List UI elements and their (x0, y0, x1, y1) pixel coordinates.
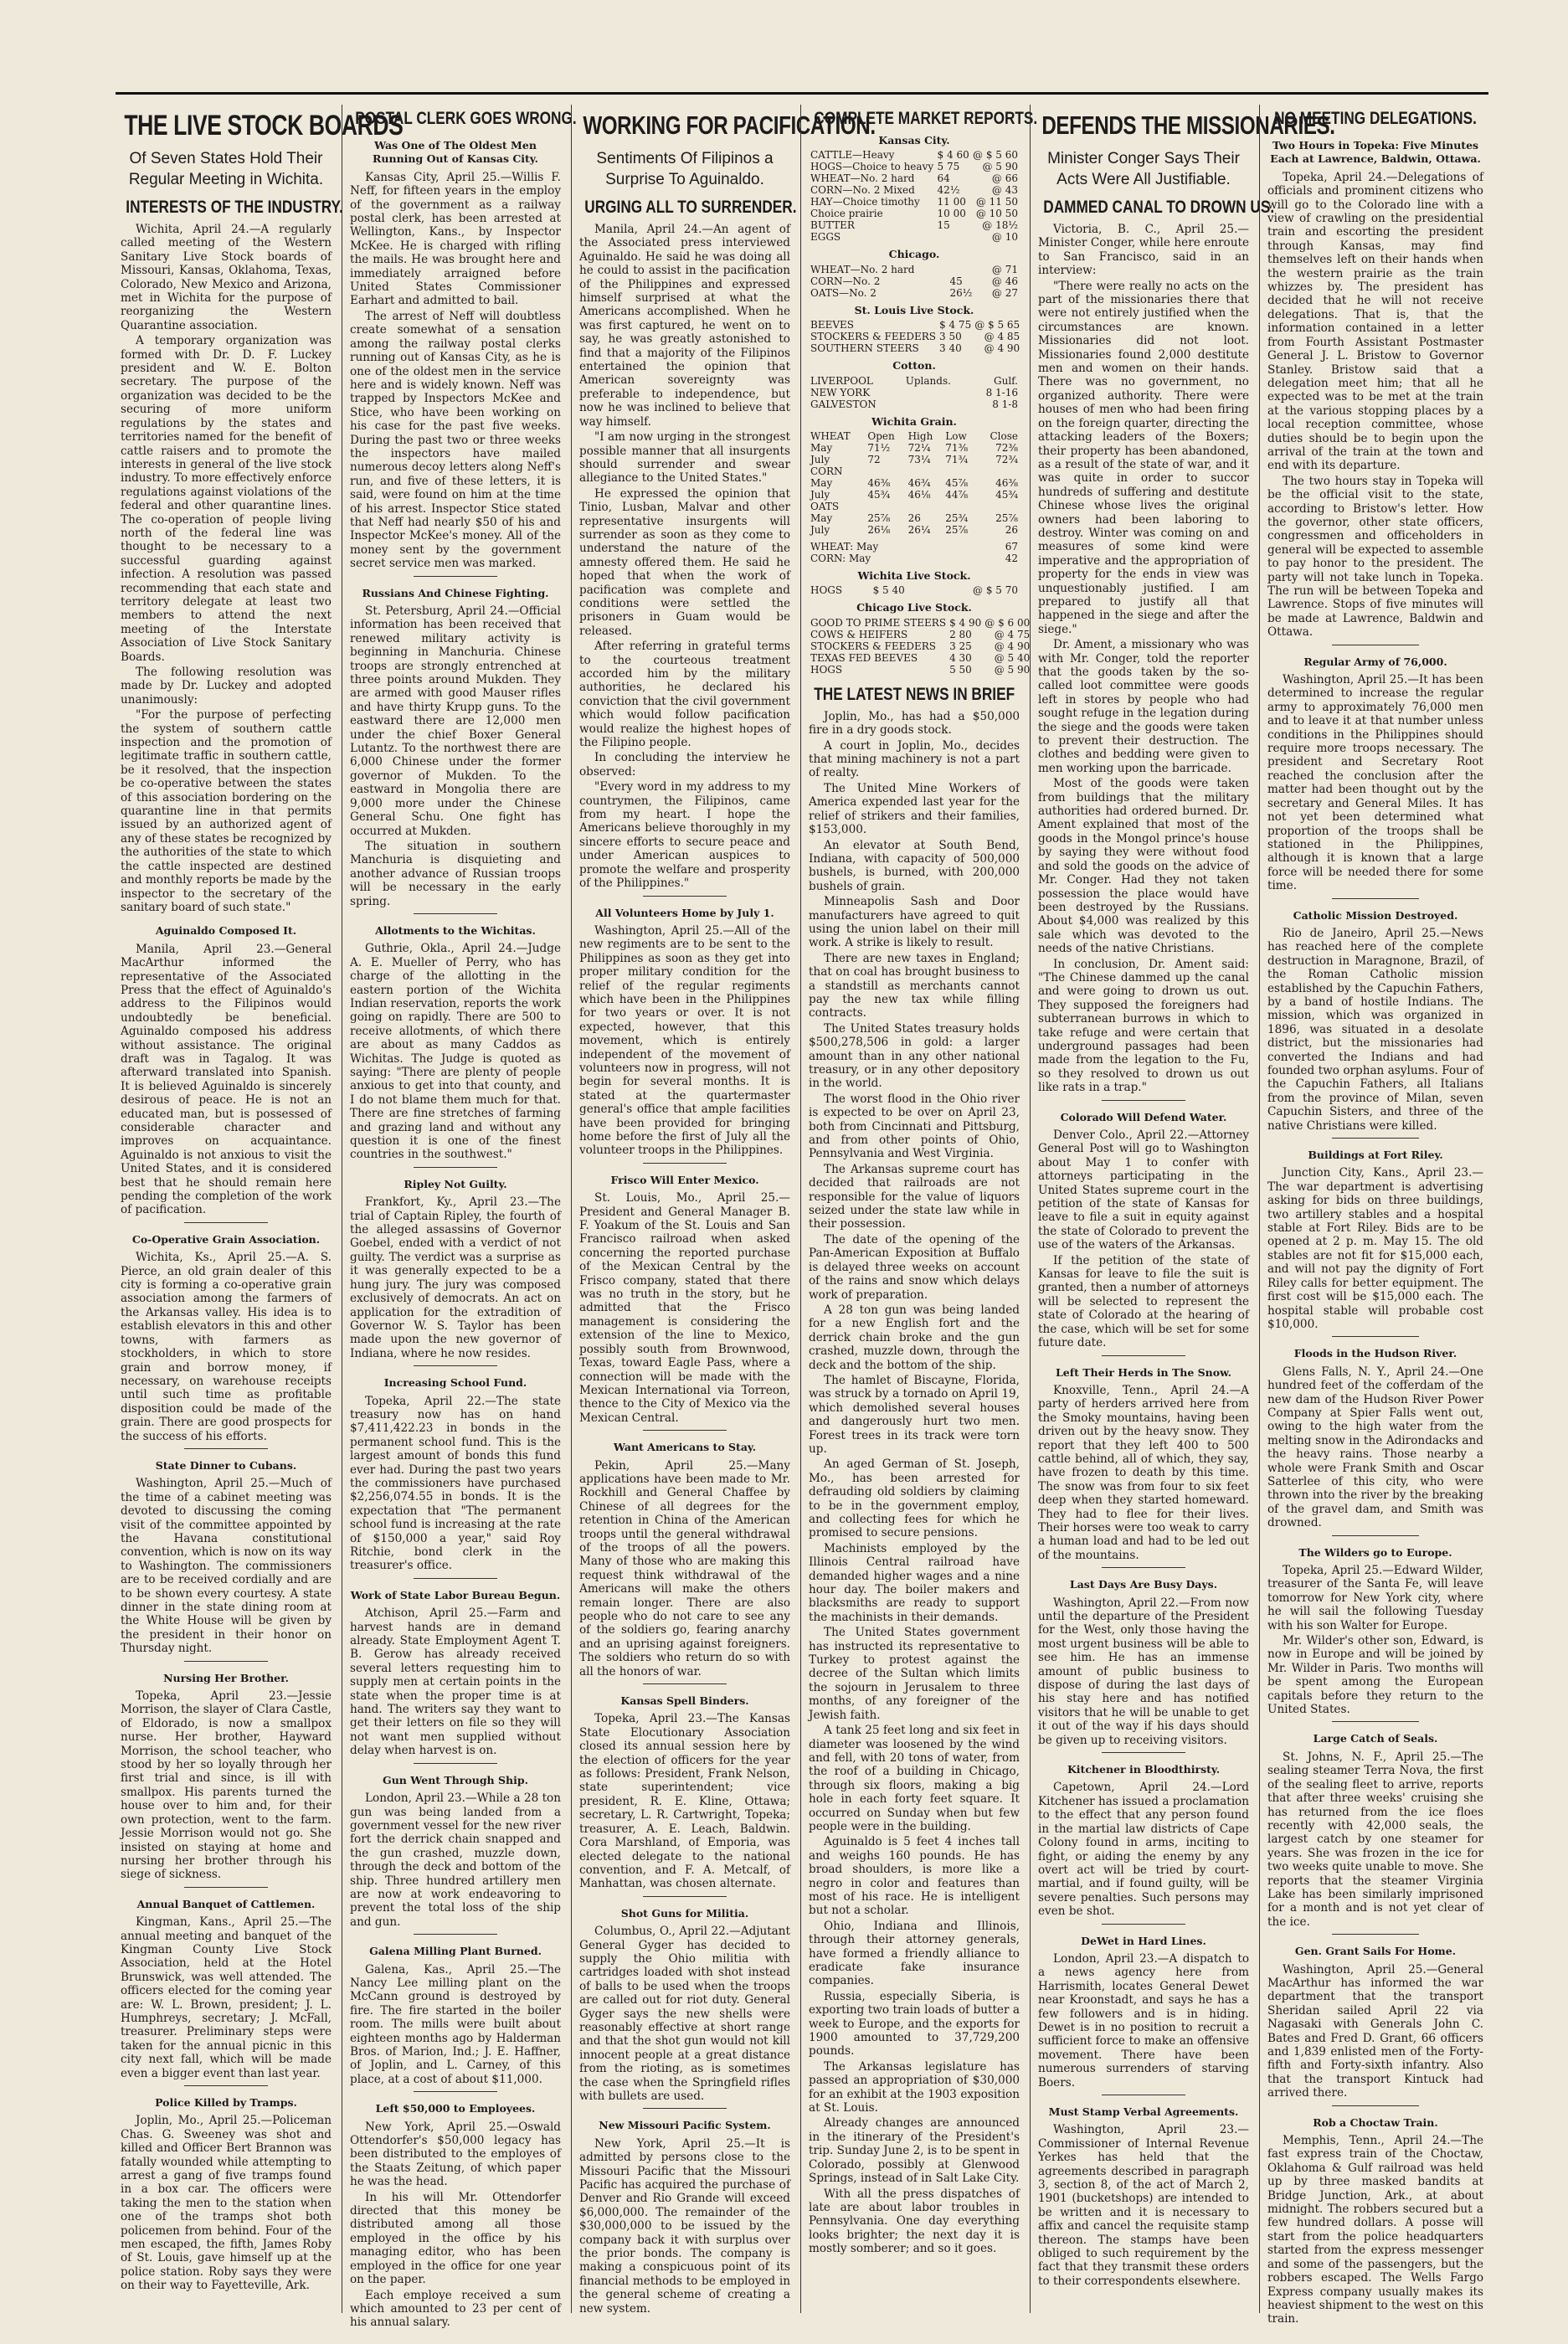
article-subhead: Nursing Her Brother. (163, 1671, 289, 1684)
column-markets (809, 105, 1038, 2313)
deck-livestock: Of Seven States Hold Their Regular Meeting in Wichita. (128, 150, 324, 188)
market-title: Kansas City. (878, 134, 950, 146)
table-row: CORN (810, 465, 843, 478)
article-subhead: Work of State Labor Bureau Begun. (350, 1588, 561, 1601)
table-row: HOGS 5 50 @ 5 90 (810, 663, 1031, 676)
article-paragraph: He expressed the opinion that Tinio, Lusban, Malvar and other representative insurgents will surrender as soon as they come to understand the nature of the amnesty offered them. He said he hoped that when the work of pacification was complete and conditions were settled the prisoners in Guam would be released. (579, 486, 790, 638)
article-paragraph: In concluding the interview he observed: (579, 751, 790, 779)
table-row: July 26⅛ 26¼ 25⅞ 26 (810, 524, 1018, 537)
article-paragraph: Kansas City, April 25.—Willis F. Neff, for fifteen years in the employ of the government as a railway postal clerk, has been arrested at Wellington, Kans., by Inspector McKee. He is charged with rifling the mails. He was brought here and immediately arraigned before United States Commissioner Earhart and admitted to bail. (350, 170, 561, 308)
column-postal (350, 105, 577, 2330)
article-paragraph: An elevator at South Bend, Indiana, with capacity of 500,000 bushels, is burned, with 200,000 bushels of grain. (809, 838, 1020, 893)
article-paragraph: Columbus, O., April 22.—Adjutant General Gyger has decided to supply the Ohio militia with cartridges loaded with shot instead of balls to be used when the troops are called out for riot duty. General Gyger says the new shells were reasonably effective at short range and that the shot gun would not kill innocent people at a great distance from the rioting, as is sometimes the case when the Springfield rifles with bullets are used. (579, 1925, 790, 2103)
table-row: May 25⅞ 26 25¾ 25⅞ (810, 512, 1018, 525)
deck-missionaries: Minister Conger Says Their Acts Were All Justifiable. (1047, 150, 1240, 188)
article-paragraph: "For the purpose of perfecting the system of southern cattle inspection and the promotion of legitimate traffic in southern cattle, be it resolved, that the inspection be co-operative between the states of this association bordering on the quarantine line in that permits issued by an authorized agent of any of these states be recognized by the authorities of the state to which the cattle inspected are destined and monthly reports be made by the inspector to the secretary of the sanitary board of such state." (121, 708, 332, 914)
column-livestock (121, 105, 404, 2313)
article-subhead: Allotments to the Wichitas. (375, 923, 536, 937)
article-paragraph: Already changes are announced in the itinerary of the President's trip. Sunday June 2, is to be spent in Colorado, possibly at Glenwood Springs, instead of in Salt Lake City. (809, 2116, 1020, 2186)
headline-missionaries: DEFENDS THE MISSIONARIES. (1041, 111, 1335, 140)
headline-pacification: WORKING FOR PACIFICATION. (583, 111, 876, 140)
article-paragraph: Washington, April 22.—From now until the departure of the President for the West, only those having the most urgent business will be able to see him. He has an immense amount of public business to dispose of during the last days of his stay here and has notified visitors that he will be unable to get it out of the way if his days should be given up to receiving visitors. (1038, 1596, 1249, 1747)
market-table-chicago-livestock (809, 617, 1031, 676)
market-title: Wichita Grain. (871, 414, 957, 428)
article-paragraph: The worst flood in the Ohio river is expected to be over on April 23, both from Cincinnati and Pittsburg, and from other points of Ohio, Pennsylvania and West Virginia. (809, 1092, 1020, 1161)
divider (414, 1934, 498, 1935)
article-paragraph: Washington, April 23.—Commissioner of Internal Revenue Yerkes has held that the agreements described in paragraph 3, section 8, of the act of March 2, 1901 (bucketshops) are intended to be written and it is necessary to affix and cancel the requisite stamp thereon. The stamps have been obliged to such requirement by the fact that they transmit these orders to their correspondents elsewhere. (1038, 2123, 1249, 2288)
article-paragraph: Minneapolis Sash and Door manufacturers have agreed to quit using the union label on their mill work. A strike is likely to result. (809, 895, 1020, 950)
newspaper-page (116, 92, 1488, 2330)
table-row: STOCKERS & FEEDERS 3 50 @ 4 85 (810, 331, 1020, 343)
article-subhead: Last Days Are Busy Days. (1069, 1578, 1218, 1591)
article-paragraph: Russia, especially Siberia, is exporting two train loads of butter a week to Europe, and the exports for 1900 amounted to 37,729,200 pounds. (809, 1989, 1020, 2059)
article-subhead: Floods in the Hudson River. (1293, 1347, 1457, 1360)
market-table-wichita-livestock (809, 584, 1020, 596)
divider (643, 1683, 727, 1684)
article-paragraph: The arrest of Neff will doubtless create somewhat of a sensation among the railway postal clerks running out of Kansas City, as he is one of the oldest men in the service here and is widely known. Neff was trapped by Inspectors McKee and Stice, who have been working on his case for the past five weeks. During the past two or three weeks the inspectors have mailed numerous decoy letters along Neff's run, and five of these letters, it is said, were found on him at the time of his arrest. Inspector Stice stated that Neff had nearly $50 of his and Inspector McKee's money. All of the money sent by the government secret service men was marked. (350, 309, 561, 571)
divider (184, 1448, 269, 1449)
article-subhead: Large Catch of Seals. (1313, 1732, 1438, 1745)
divider (1332, 1934, 1418, 1935)
divider (1332, 2105, 1418, 2106)
table-row: May 46⅜ 46¾ 45⅞ 46⅜ (810, 477, 1018, 490)
article-subhead: Co-Operative Grain Association. (131, 1232, 321, 1246)
article-subhead: Was One of The Oldest Men Running Out of Kansas City. (373, 139, 538, 166)
article-paragraph: There are new taxes in England; that on coal has brought business to a standstill as merchants cannot pay the new tax while filling contracts. (809, 951, 1020, 1020)
article-paragraph: Junction City, Kans., April 23.—The war department is advertising asking for bids on three buildings, two artillery stables and a hospital stable at Fort Riley. Bids are to be opened at 2 p. m. May 15. The old stables are not fit for $15,000 each, and will not pay the dignity of Fort Riley calls for better equipment. The first cost will be $15,000 each. The hospital stable will probable cost $10,000. (1267, 1166, 1483, 1331)
article-paragraph: Machinists employed by the Illinois Central railroad have demanded higher wages and a nine hour day. The boiler makers and blacksmiths are ready to support the machinists in their demands. (809, 1541, 1020, 1624)
article-subhead: Annual Banquet of Cattlemen. (136, 1897, 316, 1910)
table-row: HAY—Choice timothy 11 00 @ 11 50 (810, 196, 1018, 208)
article-paragraph: Wichita, April 24.—A regularly called meeting of the Western Sanitary Live Stock boards of Missouri, Kansas, Oklahoma, Texas, Colorado, New Mexico and Arizona, met in Wichita for the purpose of reorganizing the Western Quarantine association. (121, 223, 332, 332)
table-row: CORN—No. 2 Mixed 42½ @ 43 (810, 184, 1018, 197)
article-paragraph: A court in Joplin, Mo., decides that mining machinery is not a part of realty. (809, 738, 1020, 780)
article-subhead: Catholic Mission Destroyed. (1293, 908, 1458, 922)
table-row: CORN: May 42 (810, 553, 1018, 565)
subdeck-missionaries: DAMMED CANAL TO DROWN US. (1043, 198, 1275, 217)
divider (643, 1896, 727, 1897)
table-row: July 45¾ 46⅛ 44⅞ 45¾ (810, 489, 1018, 501)
divider (1332, 1535, 1418, 1536)
divider (414, 576, 498, 577)
article-subhead: Russians And Chinese Fighting. (362, 586, 549, 599)
headline-livestock: THE LIVE STOCK BOARDS (124, 110, 404, 141)
table-row: HOGS $ 5 40 @ $ 5 70 (810, 584, 1018, 597)
article-paragraph: With all the press dispatches of late are about labor troubles in Pennsylvania. One day everything looks brighter; the next day it is mostly somberer; and so it goes. (809, 2187, 1020, 2256)
divider (643, 1163, 727, 1164)
article-paragraph: The Arkansas legislature has passed an appropriation of $30,000 for an exhibit at the 1903 exposition at St. Louis. (809, 2059, 1020, 2115)
divider (414, 1167, 498, 1168)
column-delegations (1267, 105, 1483, 2326)
article-subhead: Buildings at Fort Riley. (1308, 1149, 1443, 1162)
table-row: May 71½ 72¼ 71⅜ 72⅜ (810, 442, 1018, 455)
divider (184, 1222, 269, 1223)
table-row: WHEAT Open High Low Close (810, 430, 1018, 443)
article-paragraph: After referring in grateful terms to the courteous treatment accorded him by the military authorities, he declared his conviction that the civil government which would follow pacification would realize the highest hopes of the Filipino people. (579, 640, 790, 750)
market-table-chicago (809, 264, 1020, 299)
article-paragraph: New York, April 25.—Oswald Ottendorfer's $50,000 legacy has been distributed to the employes of the Staats Zeitung, of which paper he was the head. (350, 2120, 561, 2189)
article-paragraph: Washington, April 25.—All of the new regiments are to be sent to the Philippines as soon as they get into proper military condition for the relief of the regular regiments which have been in the Philippines for two years or over. It is not expected, however, that this movement, which is entirely independent of the movement of volunteers now in progress, will not begin for several months. It is stated at the quartermaster general's office that ample facilities have been provided for bringing home before the first of July all the volunteer troops in the Philippines. (579, 923, 790, 1158)
article-paragraph: Topeka, April 25.—Edward Wilder, treasurer of the Santa Fe, will leave tomorrow for New York city, where he will sail the following Tuesday with his son Walter for Europe. (1267, 1564, 1483, 1632)
article-paragraph: Victoria, B. C., April 25.—Minister Conger, while here enroute to San Francisco, said in an interview: (1038, 223, 1249, 278)
divider (643, 2108, 727, 2109)
divider (1102, 1100, 1186, 1101)
article-subhead: DeWet in Hard Lines. (1081, 1934, 1206, 1947)
article-subhead: Rob a Choctaw Train. (1313, 2115, 1438, 2129)
table-row: BUTTER 15 @ 18½ (810, 219, 1018, 232)
divider (414, 2091, 498, 2092)
market-title: Wichita Live Stock. (857, 569, 971, 583)
article-paragraph: The Arkansas supreme court has decided that railroads are not responsible for the value of liquors seized under the state law while in their possession. (809, 1162, 1020, 1231)
market-table-grain (809, 430, 1020, 536)
table-row: WHEAT: May 67 (810, 541, 1018, 553)
deck-pacification: Sentiments Of Filipinos a Surprise To Aguinaldo. (596, 150, 774, 188)
article-paragraph: St. Louis, Mo., April 25.—President and General Manager B. F. Yoakum of the St. Louis and San Francisco railroad when asked concerning the reported purchase of the Mexican Central by the Frisco company, stated that there was no truth in the story, but he admitted that the Frisco management is considering the extension of the line to Mexico, possibly south from Brownwood, Texas, toward Eagle Pass, where a connection will be made with the Mexican International via Torreon, thence to the City of Mexico via the Mexican Central. (579, 1191, 790, 1425)
article-paragraph: Topeka, April 23.—Jessie Morrison, the slayer of Clara Castle, of Eldorado, is now a smallpox nurse. Her brother, Hayward Morrison, the school teacher, who stood by her so loyally through her first trial and since, is ill with smallpox. His parents turned the house over to him and, for their own protection, went to the farm. Jessie Morrison would not go. She insisted on staying at home and nursing her brother through his siege of sickness. (121, 1689, 332, 1882)
article-subhead: Regular Army of 76,000. (1303, 655, 1447, 668)
article-subhead: Colorado Will Defend Water. (1060, 1110, 1227, 1123)
table-row: WHEAT—No. 2 hard 64 @ 66 (810, 172, 1018, 185)
article-paragraph: Galena, Kas., April 25.—The Nancy Lee milling plant on the McCann ground is destroyed by fire. The fire started in the boiler room. The mills were built about eighteen months ago by Halderman Bros. of Marion, Ind.; J. E. Haffner, of Joplin, and L. Carney, of this place, at a cost of about $11,000. (350, 1962, 561, 2086)
article-subhead: Want Americans to Stay. (613, 1441, 757, 1454)
article-paragraph: Pekin, April 25.—Many applications have been made to Mr. Rockhill and General Chaffee by Chinese of all degrees for the retention in China of the American troops until the general withdrawal of the troops of all the powers. Many of those who are making this request think withdrawal of the Americans will make the others remain longer. There are also people who do not care to see any of the soldiers go, fearing anarchy and an uprising against foreigners. The soldiers who return do so with all the honors of war. (579, 1458, 790, 1678)
article-subhead: Kansas Spell Binders. (620, 1694, 749, 1708)
article-paragraph: Guthrie, Okla., April 24.—Judge A. E. Mueller of Perry, who has charge of the allotting in the eastern portion of the Wichita Indian reservation, reports the work going on rapidly. There are 500 to receive allotments, of which there are about as many Caddos as Wichitas. The Judge is quoted as saying: "There are plenty of people anxious to get into that county, and I do not blame them much for that. There are fine stretches of farming and grazing land and without any question it is one of the finest countries in the southwest." (350, 942, 561, 1162)
divider (1332, 898, 1418, 899)
headline-postal: POSTAL CLERK GOES WRONG. (355, 109, 577, 128)
market-table-cotton (809, 375, 1020, 410)
article-paragraph: Washington, April 25.—General MacArthur has informed the war department that the transport Sheridan sailed April 22 via Nagasaki with Generals John C. Bates and Fred D. Grant, 66 officers and 1,839 enlisted men of the Forty-fifth and Forty-sixth infantry. Also that the transport Kintuck had arrived there. (1267, 1962, 1483, 2100)
article-paragraph: The situation in southern Manchuria is disquieting and another advance of Russian troops will be necessary in the early spring. (350, 839, 561, 908)
article-subhead: Increasing School Fund. (383, 1376, 527, 1390)
article-paragraph: A tank 25 feet long and six feet in diameter was loosened by the wind and fell, with 20 tons of water, from the roof of a building in Chicago, through six floors, making a big hole in each forty feet square. It occurred on Sunday when but few people were in the building. (809, 1724, 1020, 1833)
article-subhead: Kitchener in Bloodthirsty. (1067, 1763, 1221, 1776)
divider (414, 1763, 498, 1764)
article-subhead: Frisco Will Enter Mexico. (610, 1173, 759, 1186)
article-paragraph: The date of the opening of the Pan-American Exposition at Buffalo is delayed three weeks on account of the rains and snow which delays work of preparation. (809, 1232, 1020, 1302)
article-paragraph: Joplin, Mo., has had a $50,000 fire in a dry goods stock. (809, 709, 1020, 738)
table-row: WHEAT—No. 2 hard @ 71 (810, 263, 1018, 275)
market-table-wichita (809, 541, 1020, 564)
article-subhead: Galena Milling Plant Burned. (369, 1945, 542, 1958)
divider (1102, 1752, 1186, 1753)
article-paragraph: Ohio, Indiana and Illinois, through their attorney generals, have formed a friendly alliance to eradicate fake insurance companies. (809, 1919, 1020, 1988)
article-paragraph: The following resolution was made by Dr. Luckey and adopted unanimously: (121, 666, 332, 707)
article-subhead: New Missouri Pacific System. (599, 2119, 771, 2132)
divider (1332, 1336, 1418, 1337)
article-paragraph: Wichita, Ks., April 25.—A. S. Pierce, an old grain dealer of this city is forming a co-operative grain association among the farmers of the Arkansas valley. His idea is to establish elevators in this and other towns, with farmers as stockholders, in which to store grain and borrow money, if necessary, on warehouse receipts until such time as profitable disposition could be made of the grain. There are good prospects for the success of his efforts. (121, 1251, 332, 1443)
article-paragraph: Most of the goods were taken from buildings that the military authorities had ordered burned. Dr. Ament explained that most of the goods in the Mongol prince's house by saying they were without food and sold the goods on the advice of Mr. Conger. Had they not taken possession the place would have been destroyed by the Russians. About $4,000 was realized by this sale which was devoted to the needs of the native Christians. (1038, 777, 1249, 956)
article-paragraph: The United States treasury holds $500,278,506 in gold: a larger amount than in any other national treasury, or in any other depository in the world. (809, 1021, 1020, 1091)
headline-latest-news: THE LATEST NEWS IN BRIEF (814, 684, 1015, 704)
article-paragraph: Glens Falls, N. Y., April 24.—One hundred feet of the cofferdam of the new dam of the Hudson River Power Company at Spier Falls went out, owing to the high water from the melting snow in the Adirondacks and the heavy rains. Those nearby a whole were Frank Smith and Oscar Satterlee of this city, who were thrown into the river by the breaking of the gravel dam, and Smith was drowned. (1267, 1365, 1483, 1530)
article-paragraph: "I am now urging in the strongest possible manner that all insurgents should surrender and swear allegiance to the United States." (579, 430, 790, 486)
table-row: NEW YORK 8 1-16 (810, 386, 1018, 398)
article-paragraph: An aged German of St. Joseph, Mo., has been arrested for defrauding old soldiers by claiming to be in the government employ, and collecting fees for which he promised to secure pensions. (809, 1457, 1020, 1540)
article-paragraph: St. Petersburg, April 24.—Official information has been received that renewed military activity is beginning in Manchuria. Chinese troops are strongly entrenched at three points around Mukden. They are armed with good Mauser rifles and have thirty Krupp guns. To the eastward there are 12,000 men under the chief Boxer General Lutantz. To the northwest there are 6,000 Chinese under the former governor of Mukden. To the eastward in Mongolia there are 9,000 more under the Chinese General Schu. One fight has occurred at Mukden. (350, 604, 561, 838)
article-subhead: Aguinaldo Composed It. (155, 924, 297, 938)
article-paragraph: London, April 23.—While a 28 ton gun was being landed from a government vessel for the new river fort the derrick chain snapped and the gun crashed, muzzle down, through the deck and bottom of the ship. Three hundred artillery men are now at work endeavoring to prevent the total loss of the ship and gun. (350, 1791, 561, 1929)
table-row: Choice prairie 10 00 @ 10 50 (810, 208, 1018, 220)
market-title: Chicago. (888, 248, 940, 261)
table-row: TEXAS FED BEEVES 4 30 @ 5 40 (810, 651, 1031, 664)
article-paragraph: In conclusion, Dr. Ament said: "The Chinese dammed up the canal and were going to drown us out. They supposed the foreigners had subterranean burrows in which to take refuge and were certain that underground passages had been made from the legation to the Fu, so they resolved to drown us out like rats in a trap." (1038, 957, 1249, 1095)
table-row: LIVERPOOL Uplands. Gulf. (810, 374, 1018, 387)
article-paragraph: Frankfort, Ky., April 23.—The trial of Captain Ripley, the fourth of the alleged assassins of Governor Goebel, ended with a verdict of not guilty. The verdict was a surprise as it was generally expected to be a hung jury. The jury was composed exclusively of democrats. An act on application for the extradition of Governor W. S. Taylor has been made upon the new governor of Indiana, where he now resides. (350, 1195, 561, 1360)
divider (414, 1578, 498, 1579)
article-paragraph: A temporary organization was formed with Dr. D. F. Luckey president and W. E. Bolton secretary. The purpose of the organization was decided to be the securing of more uniform regulations by the states and territories named for the benefit of cattle raisers and to promote the interests in general of the live stock industry. To more effectively enforce regulations against violations of the federal and other quarantine lines. The co-operation of people living north of the federal line was thought to be necessary to a successful guarding against infection. A resolution was passed recommending that each state and territory delegate at least two members to attend the next meeting of the Interstate Association of Live Stock Sanitary Boards. (121, 334, 332, 664)
table-row: OATS (810, 501, 840, 513)
divider (1102, 1924, 1186, 1925)
article-paragraph: Knoxville, Tenn., April 24.—A party of herders arrived here from the Smoky mountains, having been driven out by the heavy snow. They report that they left 400 to 500 cattle behind, all of which, they say, have frozen to death by this time. The snow was from four to six feet deep when they started homeward. They had to flee for their lives. Their horses were too weak to carry a human load and had to be led out of the mountains. (1038, 1383, 1249, 1562)
article-paragraph: Kingman, Kans., April 25.—The annual meeting and banquet of the Kingman County Live Stock Association, held at the Hotel Brunswick, was well attended. The officers elected for the coming year are: W. L. Brown, president; J. L. Humphreys, secretary; J. McFall, treasurer. Preliminary steps were taken for the annual picnic in this city next fall, which will be made even a bigger event than last year. (121, 1915, 332, 2080)
article-paragraph: New York, April 25.—It is admitted by persons close to the Missouri Pacific that the Missouri Pacific has acquired the purchase of Denver and Rio Grande will exceed $6,000,000. The remainder of the $30,000,000 to be issued by the company back it with surplus over the prior bonds. The company is making a conspicuous point of its financial methods to be employed in the general scheme of creating a new system. (579, 2136, 790, 2316)
subdeck-livestock: INTERESTS OF THE INDUSTRY. (126, 198, 343, 217)
divider (414, 913, 498, 914)
market-table-kansas-city (809, 149, 1020, 243)
article-paragraph: Atchison, April 25.—Farm and harvest hands are in demand already. State Employment Agent T. B. Gerow has already received several letters requesting him to supply men at certain points in the state when the proper time is at hand. The writers say they want to get their letters on file so they will not want men supplied without delay when harvest is on. (350, 1606, 561, 1758)
column-rule (1030, 105, 1031, 2313)
article-paragraph: If the petition of the state of Kansas for leave to file the suit is granted, then a number of attorneys will be selected to represent the state of Colorado at the hearing of the case, which will be set for some future date. (1038, 1253, 1249, 1350)
article-subhead: Gun Went Through Ship. (383, 1773, 528, 1786)
divider (184, 1887, 269, 1888)
divider (643, 896, 727, 897)
article-paragraph: A 28 ton gun was being landed for a new English fort and the derrick chain broke and the gun crashed, muzzle down, through the deck and the bottom of the ship. (809, 1303, 1020, 1372)
table-row: July 72 73¼ 71¾ 72¾ (810, 454, 1018, 466)
divider (184, 1661, 269, 1662)
divider (1102, 1567, 1186, 1568)
article-paragraph: Capetown, April 24.—Lord Kitchener has issued a proclamation to the effect that any person found in the martial law districts of Cape Colony found in arms, inciting to fight, or aiding the enemy by any overt act will be tried by court-martial, and if found guilty, will be severe penalties. Such persons may even be shot. (1038, 1781, 1249, 1919)
article-paragraph: Mr. Wilder's other son, Edward, is now in Europe and will be joined by Mr. Wilder in Paris. Two months will be spent among the European capitals before they return to the United States. (1267, 1634, 1483, 1717)
divider (184, 2085, 269, 2086)
table-row: GALVESTON 8 1-8 (810, 398, 1018, 410)
article-paragraph: Topeka, April 22.—The state treasury now has on hand $7,411,422.23 in bonds in the permanent school fund. This is the largest amount of bonds this fund ever had. During the past two years the commissioners have purchased $2,256,074.55 in bonds. It is the expectation that "The permanent school fund is increasing at the rate of $150,000 a year," said Roy Ritchie, bond clerk in the treasurer's office. (350, 1394, 561, 1573)
headline-markets: COMPLETE MARKET REPORTS. (814, 109, 1038, 128)
article-paragraph: Each employe received a sum which amounted to 23 per cent of his annual salary. (350, 2288, 561, 2330)
divider (1102, 1355, 1186, 1356)
article-paragraph: The United Mine Workers of America expended last year for the relief of strikers and their families, $153,000. (809, 781, 1020, 837)
article-subhead: State Dinner to Cubans. (155, 1458, 297, 1472)
column-missionaries (1038, 105, 1335, 2313)
article-subhead: Left $50,000 to Employees. (375, 2102, 536, 2115)
article-subhead: The Wilders go to Europe. (1298, 1545, 1452, 1559)
article-paragraph: Dr. Ament, a missionary who was with Mr. Conger, told the reporter that the goods taken by the so-called loot committee were goods left in stores by people who had sought refuge in the legation during the siege and the goods were taken to prevent their destruction. The clothes and bedding were given to men working upon the barricade. (1038, 638, 1249, 775)
article-paragraph: Washington, April 25.—Much of the time of a cabinet meeting was devoted to discussing the coming visit of the committee appointed by the Havana constitutional convention, which is now on its way to Washington. The commissioners are to be received cordially and are to be shown every courtesy. A state dinner in the state dining room at the White House will be given by the president in their honor on Thursday night. (121, 1477, 332, 1656)
article-paragraph: Denver Colo., April 22.—Attorney General Post will go to Washington about May 1 to confer with attorneys participating in the United States supreme court in the petition of the state of Kansas for leave to file a suit in equity against the state of Colorado to prevent the use of the waters of the Arkansas. (1038, 1128, 1249, 1252)
article-paragraph: St. Johns, N. F., April 25.—The sealing steamer Terra Nova, the first of the sealing fleet to arrive, reports that after three weeks' cruising she has returned from the ice floes recently with 42,000 seals, the largest catch by one steamer for years. She was frozen in the ice for two weeks quite unable to move. She reports that the steamer Virginia Lake has been similarly imprisoned for a month and is not yet clear of the ice. (1267, 1750, 1483, 1929)
table-row: CATTLE—Heavy $ 4 60 @ $ 5 60 (810, 149, 1018, 162)
article-paragraph: Manila, April 23.—General MacArthur informed the representative of the Associated Press that the effect of Aguinaldo's address to the Filipinos would undoubtedly be beneficial. Aguinaldo composed his address without assistance. The original draft was in Tagalog. It was afterward translated into Spanish. It is believed Aguinaldo is sincerely desirous of peace. He is not an educated man, but is possessed of considerable character and improves on acquaintance. Aguinaldo is not anxious to visit the United States, and it is considered best that he should remain here pending the completion of the work of pacification. (121, 942, 332, 1217)
market-title: Chicago Live Stock. (856, 601, 972, 614)
column-rule (571, 105, 572, 2313)
table-row: HOGS—Choice to heavy 5 75 @ 5 90 (810, 161, 1018, 173)
table-row: SOUTHERN STEERS 3 40 @ 4 90 (810, 342, 1020, 355)
table-row: BEEVES $ 4 75 @ $ 5 65 (810, 319, 1020, 332)
article-paragraph: London, April 23.—A dispatch to a news agency here from Harrismith, locates General Dewet near Kroonstadt, and says he has a few followers and is in hiding. Dewet is in no position to recruit a sufficient force to make an offensive movement. There have been numerous surrenders of starving Boers. (1038, 1951, 1249, 2090)
article-subhead: Ripley Not Guilty. (404, 1177, 507, 1190)
article-subhead: All Volunteers Home by July 1. (595, 906, 774, 919)
market-title: St. Louis Live Stock. (854, 303, 974, 316)
article-paragraph: Rio de Janeiro, April 25.—News has reached here of the complete destruction in Maragnone, Brazil, of the Roman Catholic mission established by the Capuchin Fathers, by a band of hostile Indians. The mission, which was organized in 1896, was situated in a desolate district, but the missionaries had converted the Indians and had founded two orphan asylums. Four of the Capuchin Fathers, all Italians from the province of Milan, seven Capuchin Sisters, and three of the native Christians were killed. (1267, 926, 1483, 1133)
column-rule (800, 105, 801, 2313)
article-paragraph: Aguinaldo is 5 feet 4 inches tall and weighs 160 pounds. He has broad shoulders, is more like a negro in color and features than most of his race. He is intelligent but not a scholar. (809, 1835, 1020, 1918)
article-paragraph: The hamlet of Biscayne, Florida, was struck by a tornado on April 19, which demolished several houses and dangerously hurt two men. Forest trees in its track were torn up. (809, 1373, 1020, 1456)
article-paragraph: Memphis, Tenn., April 24.—The fast express train of the Choctaw, Oklahoma & Gulf railroad was held up by three masked bandits at Bridge Junction, Ark., at about midnight. The robbers secured but a few hundred dollars. A posse will start from the police headquarters started from the express messenger and some of the passengers, but the robbers escaped. The Wells Fargo Express company usually makes its heaviest shipment to the west on this train. (1267, 2134, 1483, 2326)
article-paragraph: "Every word in my address to my countrymen, the Filipinos, came from my heart. I hope the Americans believe thoroughly in my sincere efforts to secure peace and under American auspices to promote the welfare and prosperity of the Philippines." (579, 780, 790, 891)
article-subhead: Must Stamp Verbal Agreements. (1048, 2105, 1239, 2118)
divider (1332, 1721, 1418, 1722)
article-paragraph: Washington, April 25.—It has been determined to increase the regular army to approximately 76,000 men and to leave it at that number unless conditions in the Philippines should require more troops necessary. The president and Secretary Root reached the conclusion after the matter had been thought out by the secretary and General Miles. It has not yet been determined what proportion of the troops shall be stationed in the Philippines, although it is known that a large force will be needed there for some time. (1267, 673, 1483, 893)
market-title: Cotton. (892, 359, 936, 373)
subdeck-pacification: URGING ALL TO SURRENDER. (584, 198, 797, 217)
market-table-st-louis (809, 319, 1021, 354)
article-paragraph: "There were really no acts on the part of the missionaries there that were not entirely justified when the circumstances are known. Missionaries did not loot. Missionaries found 2,000 destitute men and women on their hands. There was no government, no organized authority. There were houses of men who had been firing on the foreign quarter, directing the attacking leaders of the Boxers; their property has been abandoned, as a result of the state of war, and it was quite in order to succor hundreds of suffering and destitute Chinese whose lives the original owners had been laboring to destroy. Winter was coming on and measures of some kind were imperative and the appropriation of property for the ends in view was unquestionably justified. I am prepared to justify all that happened in the siege and after the siege." (1038, 279, 1249, 636)
table-row: GOOD TO PRIME STEERS $ 4 90 @ $ 6 00 (810, 616, 1031, 629)
table-row: STOCKERS & FEEDERS 3 25 @ 4 90 (810, 640, 1031, 652)
article-subhead: Two Hours in Topeka: Five Minutes Each at Lawrence, Baldwin, Ottawa. (1270, 139, 1481, 166)
divider (414, 1365, 498, 1366)
article-paragraph: Topeka, April 24.—Delegations of officials and prominent citizens who will go to the Colorado line with a view of crawling on the presidential train and escorting the president through Kansas, may find themselves left on their hands when the western prairie as the train whizzes by. The president has decided that he will not receive delegations. That is, that the information contained in a letter from Fourth Assistant Postmaster General J. L. Bristow to Governor Stanley. Bristow said that a delegation meet him; that all he expected was to be met at the train at the various stopping places by a local reception committee, whose duties should be to begin upon the arrival of the train at the town and end with its departure. (1267, 170, 1483, 473)
table-row: OATS—No. 2 26½ @ 27 (810, 286, 1018, 299)
table-row: EGGS @ 10 (810, 231, 1018, 244)
article-paragraph: Joplin, Mo., April 25.—Policeman Chas. G. Sweeney was shot and killed and Officer Bert Brannon was fatally wounded while attempting to arrest a gang of five tramps found in a box car. The officers were taking the men to the station when one of the tramps shot both policemen from behind. Four of the men escaped, the fifth, James Roby of St. Louis, gave himself up at the police station. Roby says they were on their way to Fayetteville, Ark. (121, 2114, 332, 2293)
article-subhead: Gen. Grant Sails For Home. (1294, 1945, 1457, 1958)
headline-delegations: NO MEETING DELEGATIONS. (1274, 109, 1477, 128)
article-paragraph: The United States government has instructed its representative to Turkey to protest against the decree of the Sultan which limits the sojourn in Jerusalem to three months, of any foreigner of the Jewish faith. (809, 1626, 1020, 1722)
article-paragraph: The two hours stay in Topeka will be the official visit to the state, according to Bristow's letter. How the governor, other state officers, congressmen and officeholders in general will be expected to assemble to pay honor to the president. The party will not take lunch in Topeka. The run will be between Topeka and Lawrence. Stops of five minutes will be made at Lawrence, Baldwin and Ottawa. (1267, 474, 1483, 640)
article-subhead: Police Killed by Tramps. (155, 2096, 297, 2109)
table-row: COWS & HEIFERS 2 80 @ 4 75 (810, 628, 1031, 640)
article-paragraph: Manila, April 24.—An agent of the Associated press interviewed Aguinaldo. He said he was doing all he could to assist in the pacification of the Philippines and expressed himself surprised at what the Americans accomplished. When he was first captured, he went on to say, he was greatly astonished to find that a majority of the Filipinos entertained the opinion that American sovereignty was preferable to independence, but now he was inclined to believe that way himself. (579, 223, 790, 429)
divider (643, 1430, 727, 1431)
article-paragraph: In his will Mr. Ottendorfer directed that this money be distributed among all those employed in the office by his managing editor, who has been employed in the office for one year on the paper. (350, 2190, 561, 2287)
column-rule (1259, 105, 1260, 2313)
article-subhead: Shot Guns for Militia. (620, 1906, 749, 1920)
article-subhead: Left Their Herds in The Snow. (1056, 1365, 1231, 1379)
divider (1332, 1138, 1418, 1139)
table-row: CORN—No. 2 45 @ 46 (810, 275, 1018, 287)
article-paragraph: Topeka, April 23.—The Kansas State Elocutionary Association closed its annual session here by the election of officers for the year as follows: President, Frank Nelson, state superintendent; vice president, R. E. Kline, Ottawa; secretary, L. R. Cartwright, Topeka; treasurer, A. E. Leach, Baldwin. Cora Marshland, of Emporia, was elected delegate to the national convention, and F. A. Metcalf, of Manhattan, was chosen alternate. (579, 1712, 790, 1891)
